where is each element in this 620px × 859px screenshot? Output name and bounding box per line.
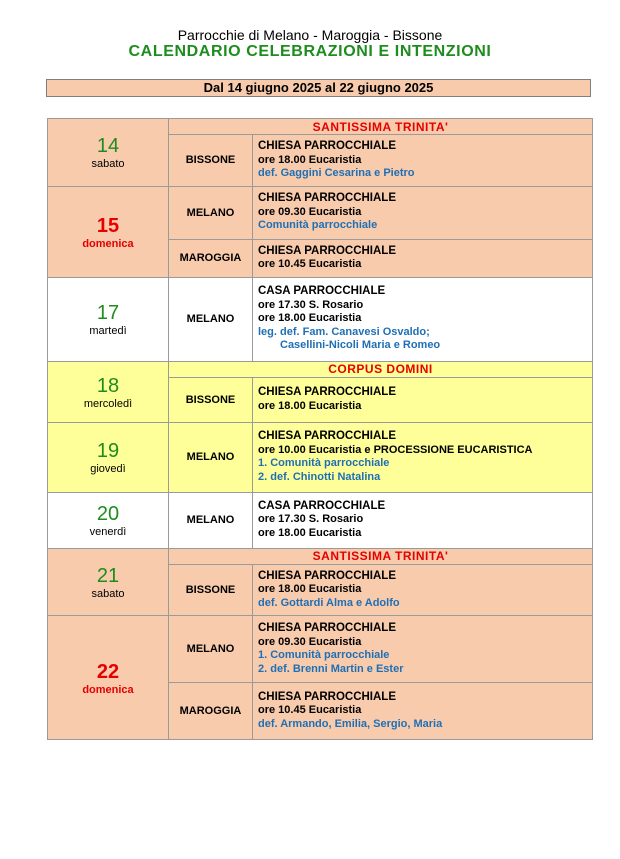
celebration-details — [253, 135, 593, 187]
time-line: ore 18.00 Eucaristia — [258, 526, 362, 539]
day-name: venerdì — [89, 526, 127, 538]
day-row-17 — [48, 277, 593, 361]
day-number: 21 — [96, 564, 120, 587]
feast-label: SANTISSIMA TRINITA' — [169, 119, 593, 135]
celebration-details — [253, 564, 593, 616]
calendar-title: CALENDARIO CELEBRAZIONI E INTENZIONI — [128, 43, 492, 60]
day-number: 17 — [96, 302, 120, 324]
date-cell — [48, 277, 169, 361]
intention-line: def. Gaggini Cesarina e Pietro — [258, 167, 415, 179]
time-line: ore 10.45 Eucaristia — [258, 258, 362, 270]
celebration-details — [253, 277, 593, 361]
day-number: 20 — [96, 503, 120, 525]
time-line: ore 09.30 Eucaristia — [258, 205, 362, 218]
celebration-details — [253, 239, 593, 277]
intention-line: Casellini-Nicoli Maria e Romeo — [280, 339, 441, 352]
church-name: CASA PARROCCHIALE — [258, 499, 386, 512]
intention-line: 1. Comunità parrocchiale — [258, 649, 390, 661]
church-name: CHIESA PARROCCHIALE — [258, 430, 397, 442]
church-name: CHIESA PARROCCHIALE — [258, 386, 397, 398]
day-name: martedì — [89, 325, 127, 337]
date-range-banner: Dal 14 giugno 2025 al 22 giugno 2025 — [46, 79, 591, 97]
celebration-details — [253, 422, 593, 492]
intention-line: def. Armando, Emilia, Sergio, Maria — [258, 717, 443, 730]
feast-label: SANTISSIMA TRINITA' — [169, 548, 593, 564]
intention-line: Comunità parrocchiale — [258, 219, 378, 232]
time-line: ore 18.00 Eucaristia — [258, 399, 362, 412]
time-line: ore 18.00 Eucaristia — [258, 583, 362, 595]
church-name: CHIESA PARROCCHIALE — [258, 140, 397, 152]
day-row-20 — [48, 492, 593, 548]
date-cell — [48, 616, 169, 740]
time-line: ore 18.00 Eucaristia — [258, 153, 362, 166]
day-number: 19 — [96, 440, 120, 462]
intention-line: 2. def. Chinotti Natalina — [258, 470, 381, 483]
date-cell — [48, 492, 169, 548]
celebrations-table — [47, 118, 593, 740]
day-name: giovedì — [90, 463, 126, 475]
day-number: 15 — [96, 214, 120, 237]
intention-line: def. Gottardi Alma e Adolfo — [258, 596, 400, 609]
location-label: MELANO — [169, 616, 253, 683]
location-label: BISSONE — [169, 564, 253, 616]
location-label: BISSONE — [169, 377, 253, 422]
time-line: ore 17.30 S. Rosario — [258, 298, 364, 311]
church-name: CHIESA PARROCCHIALE — [258, 569, 397, 582]
time-line: ore 18.00 Eucaristia — [258, 312, 362, 325]
day-row-18 — [48, 361, 593, 377]
date-cell — [48, 119, 169, 187]
date-cell — [48, 548, 169, 616]
church-name: CHIESA PARROCCHIALE — [258, 244, 397, 257]
day-number: 18 — [96, 374, 120, 397]
parishes-heading: Parrocchie di Melano - Maroggia - Bissone — [177, 27, 443, 43]
day-row-15 — [48, 186, 593, 239]
celebration-details — [253, 377, 593, 422]
celebration-details — [253, 683, 593, 740]
day-name: mercoledì — [83, 397, 133, 410]
date-cell — [48, 361, 169, 422]
location-label: MELANO — [169, 186, 253, 239]
day-number: 14 — [96, 135, 120, 158]
celebration-details — [253, 186, 593, 239]
time-line: ore 09.30 Eucaristia — [258, 635, 362, 648]
intention-line: 1. Comunità parrocchiale — [258, 457, 390, 469]
location-label: MAROGGIA — [169, 683, 253, 740]
day-name: sabato — [91, 587, 125, 600]
day-row-21 — [48, 548, 593, 564]
celebration-details — [253, 492, 593, 548]
church-name: CHIESA PARROCCHIALE — [258, 622, 397, 634]
time-line: ore 10.45 Eucaristia — [258, 704, 362, 717]
location-label: MELANO — [169, 422, 253, 492]
location-label: MELANO — [169, 492, 253, 548]
location-label: MELANO — [169, 277, 253, 361]
day-row-22 — [48, 616, 593, 683]
date-cell — [48, 186, 169, 277]
day-name: domenica — [82, 683, 134, 696]
intention-line: leg. def. Fam. Canavesi Osvaldo; — [258, 325, 430, 338]
location-label: BISSONE — [169, 135, 253, 187]
location-label: MAROGGIA — [169, 239, 253, 277]
celebration-details — [253, 616, 593, 683]
church-name: CHIESA PARROCCHIALE — [258, 192, 397, 205]
date-cell — [48, 422, 169, 492]
day-number: 22 — [96, 660, 120, 683]
day-name: domenica — [82, 237, 134, 250]
intention-line: 2. def. Brenni Martin e Ester — [258, 662, 404, 675]
church-name: CHIESA PARROCCHIALE — [258, 690, 397, 703]
time-line: ore 10.00 Eucaristia e PROCESSIONE EUCARISTICA — [258, 443, 533, 456]
day-row-19 — [48, 422, 593, 492]
day-name: sabato — [91, 158, 125, 171]
time-line: ore 17.30 S. Rosario — [258, 513, 364, 526]
day-row-14 — [48, 119, 593, 135]
feast-label: CORPUS DOMINI — [169, 361, 593, 377]
church-name: CASA PARROCCHIALE — [258, 285, 386, 298]
